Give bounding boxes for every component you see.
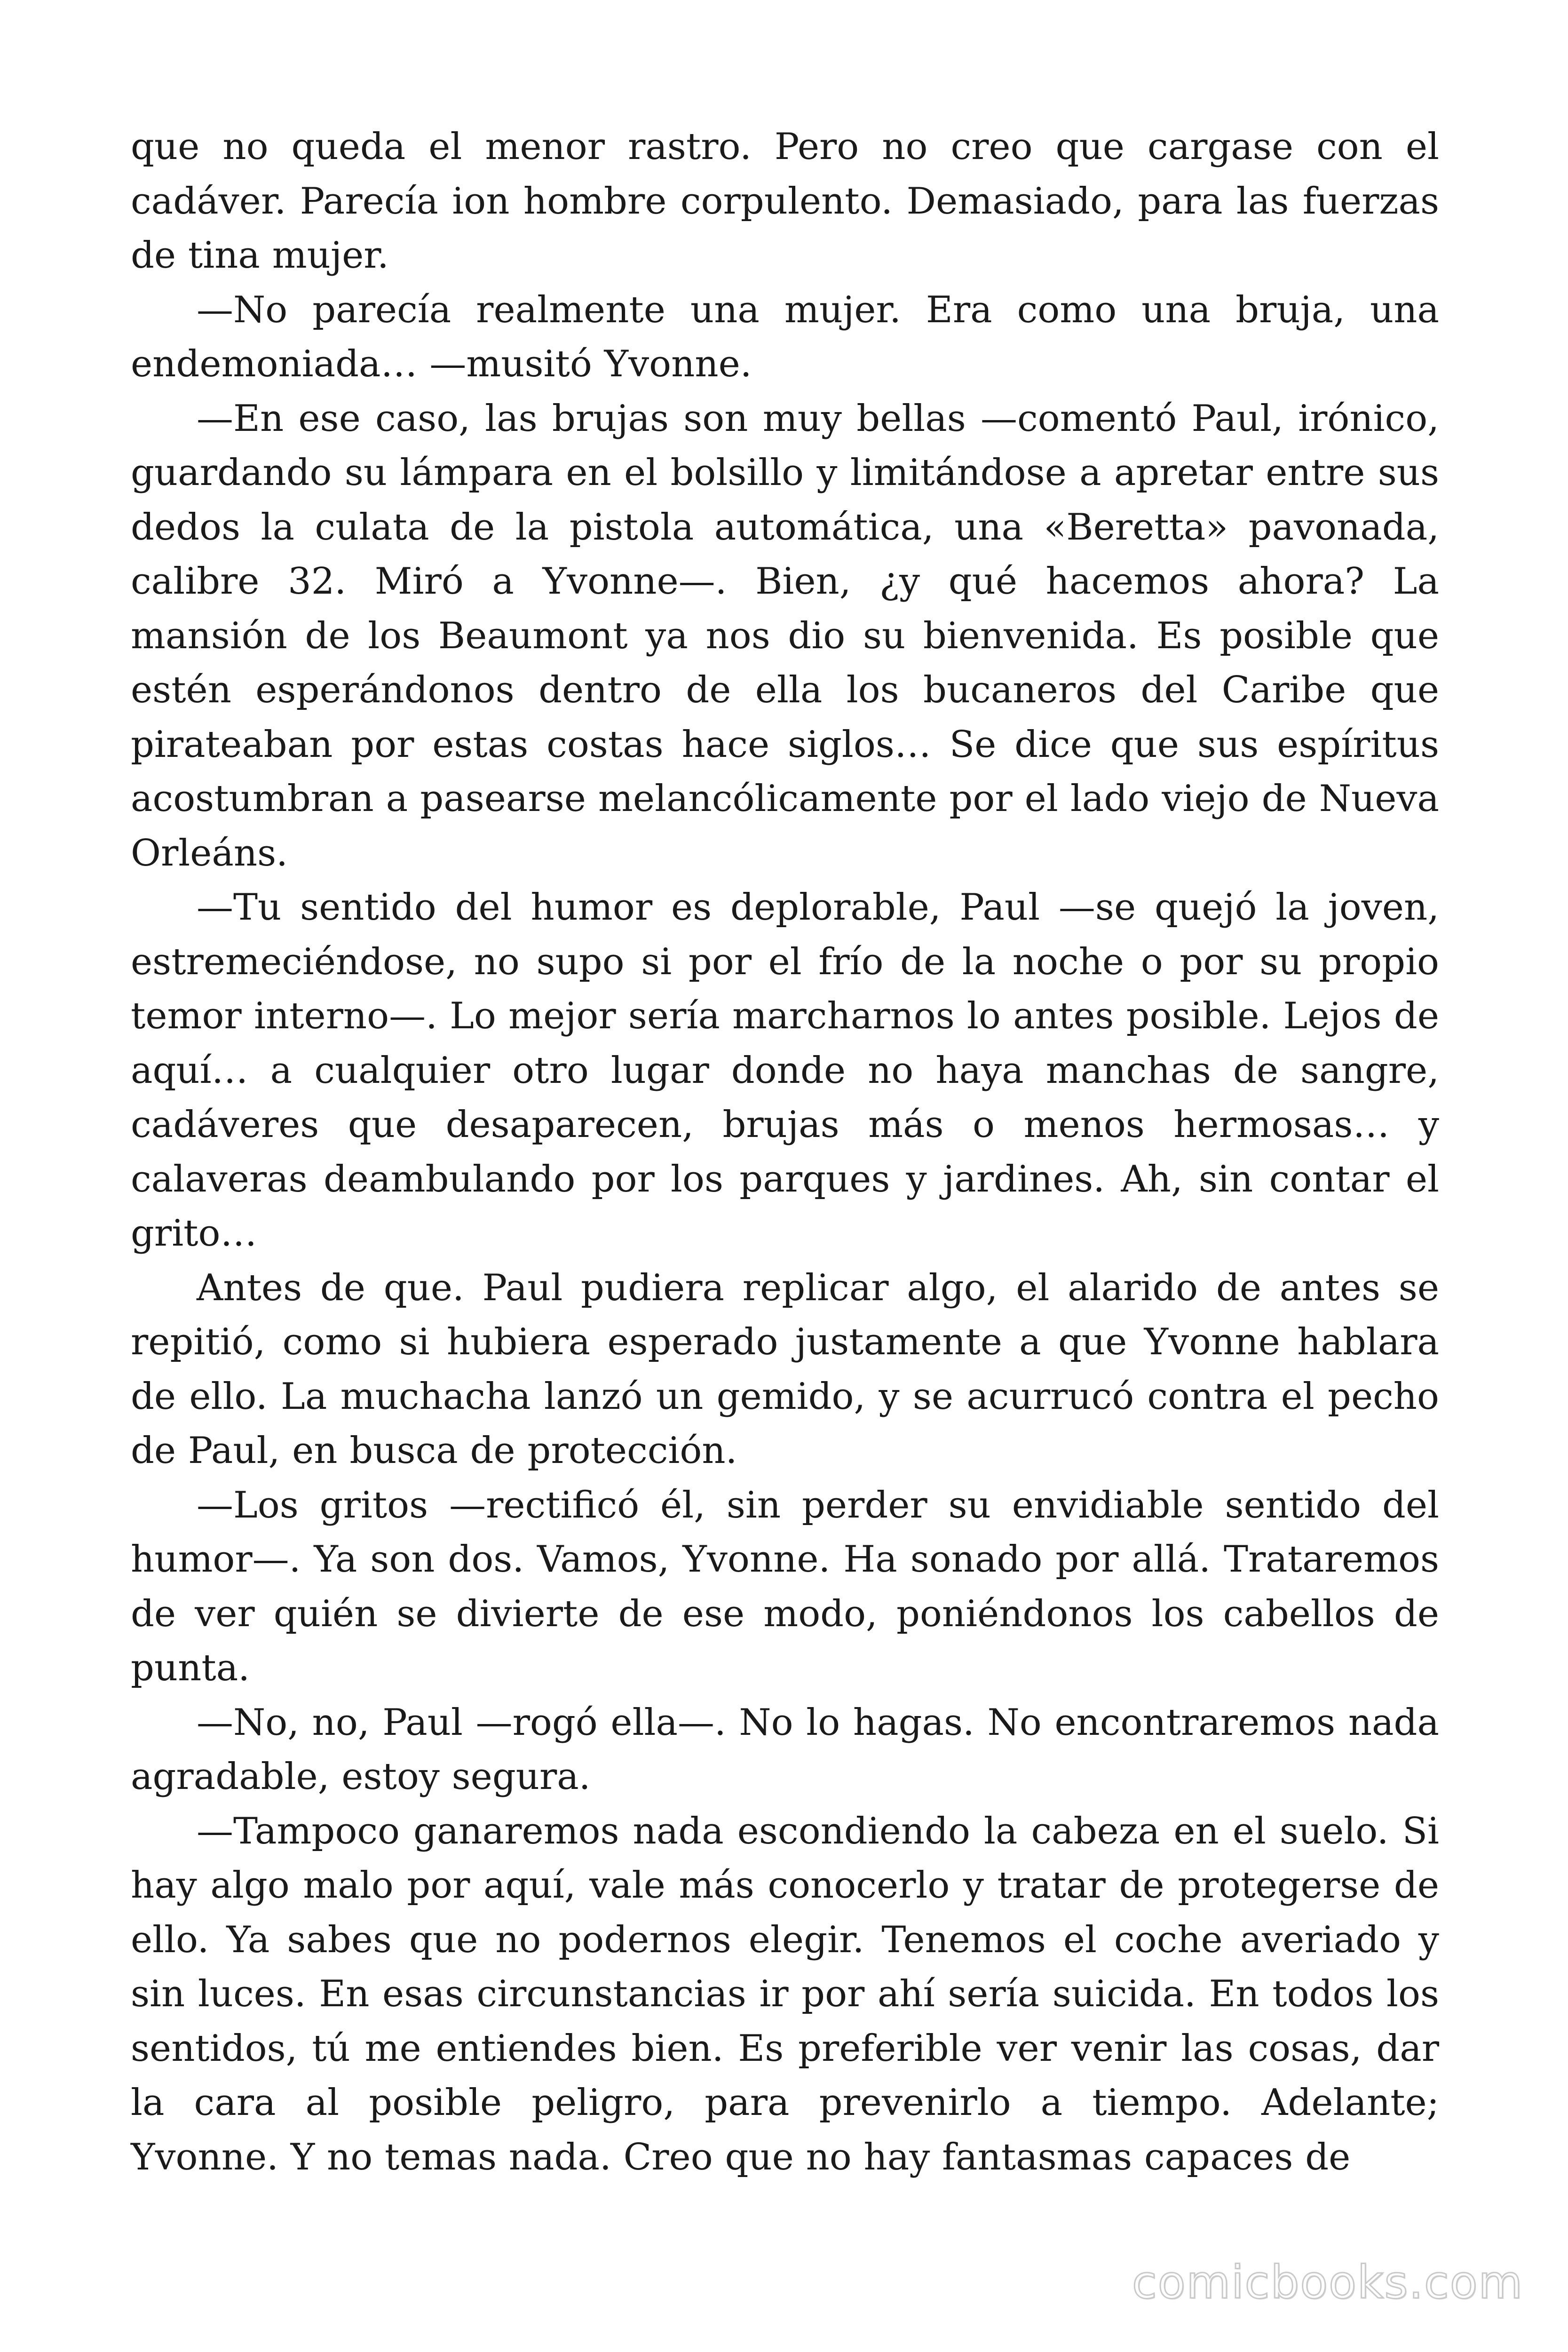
watermark: comicbooks.com [1132, 2256, 1523, 2309]
paragraph: —No parecía realmente una mujer. Era como una bruja, una endemoniada… —musitó Yvonne. [131, 288, 1439, 385]
page-body [131, 120, 1439, 2185]
paragraph: —No, no, Paul —rogó ella—. No lo hagas. No encontraremos nada agradable, estoy segura. [131, 1701, 1439, 1798]
paragraph: —Tampoco ganaremos nada escondiendo la cabeza en el suelo. Si hay algo malo por aquí, vale más conocerlo y tratar de protegerse de ello. Ya sabes que no podernos elegir. Tenemos el coche averiado y sin luces. En esas circunstancias ir por ahí sería suicida. En todos los sentidos, tú me entiendes bien. Es preferible ver venir las cosas, dar la cara al posible peligro, para prevenirlo a tiempo. Adelante; Yvonne. Y no temas nada. Creo que no hay fantasmas capaces de [131, 1810, 1439, 2178]
paragraph: Antes de que. Paul pudiera replicar algo, el alarido de antes se repitió, como si hubiera esperado justamente a que Yvonne hablara de ello. La muchacha lanzó un gemido, y se acurrucó contra el pecho de Paul, en busca de protección. [131, 1266, 1439, 1472]
paragraph: que no queda el menor rastro. Pero no creo que cargase con el cadáver. Parecía ion hombre corpulento. Demasiado, para las fuerzas de tina mujer. [131, 126, 1439, 277]
paragraph: —Los gritos —rectificó él, sin perder su envidiable sentido del humor—. Ya son dos. Vamos, Yvonne. Ha sonado por allá. Trataremos de ver quién se divierte de ese modo, poniéndonos los cabellos de punta. [131, 1484, 1439, 1689]
paragraph: —En ese caso, las brujas son muy bellas —comentó Paul, irónico, guardando su lámpara en el bolsillo y limitándose a apretar entre sus dedos la culata de la pistola automática, una «Beretta» pavonada, calibre 32. Miró a Yvonne—. Bien, ¿y qué hacemos ahora? La mansión de los Beaumont ya nos dio su bienvenida. Es posible que estén esperándonos dentro de ella los bucaneros del Caribe que pirateaban por estas costas hace siglos… Se dice que sus espíritus acostumbran a pasearse melancólicamente por el lado viejo de Nueva Orleáns. [131, 397, 1439, 874]
paragraph: —Tu sentido del humor es deplorable, Paul —se quejó la joven, estremeciéndose, no supo si por el frío de la noche o por su propio temor interno—. Lo mejor sería marcharnos lo antes posible. Lejos de aquí… a cualquier otro lugar donde no haya manchas de sangre, cadáveres que desaparecen, brujas más o menos hermosas… y calaveras deambulando por los parques y jardines. Ah, sin contar el grito… [131, 886, 1439, 1255]
